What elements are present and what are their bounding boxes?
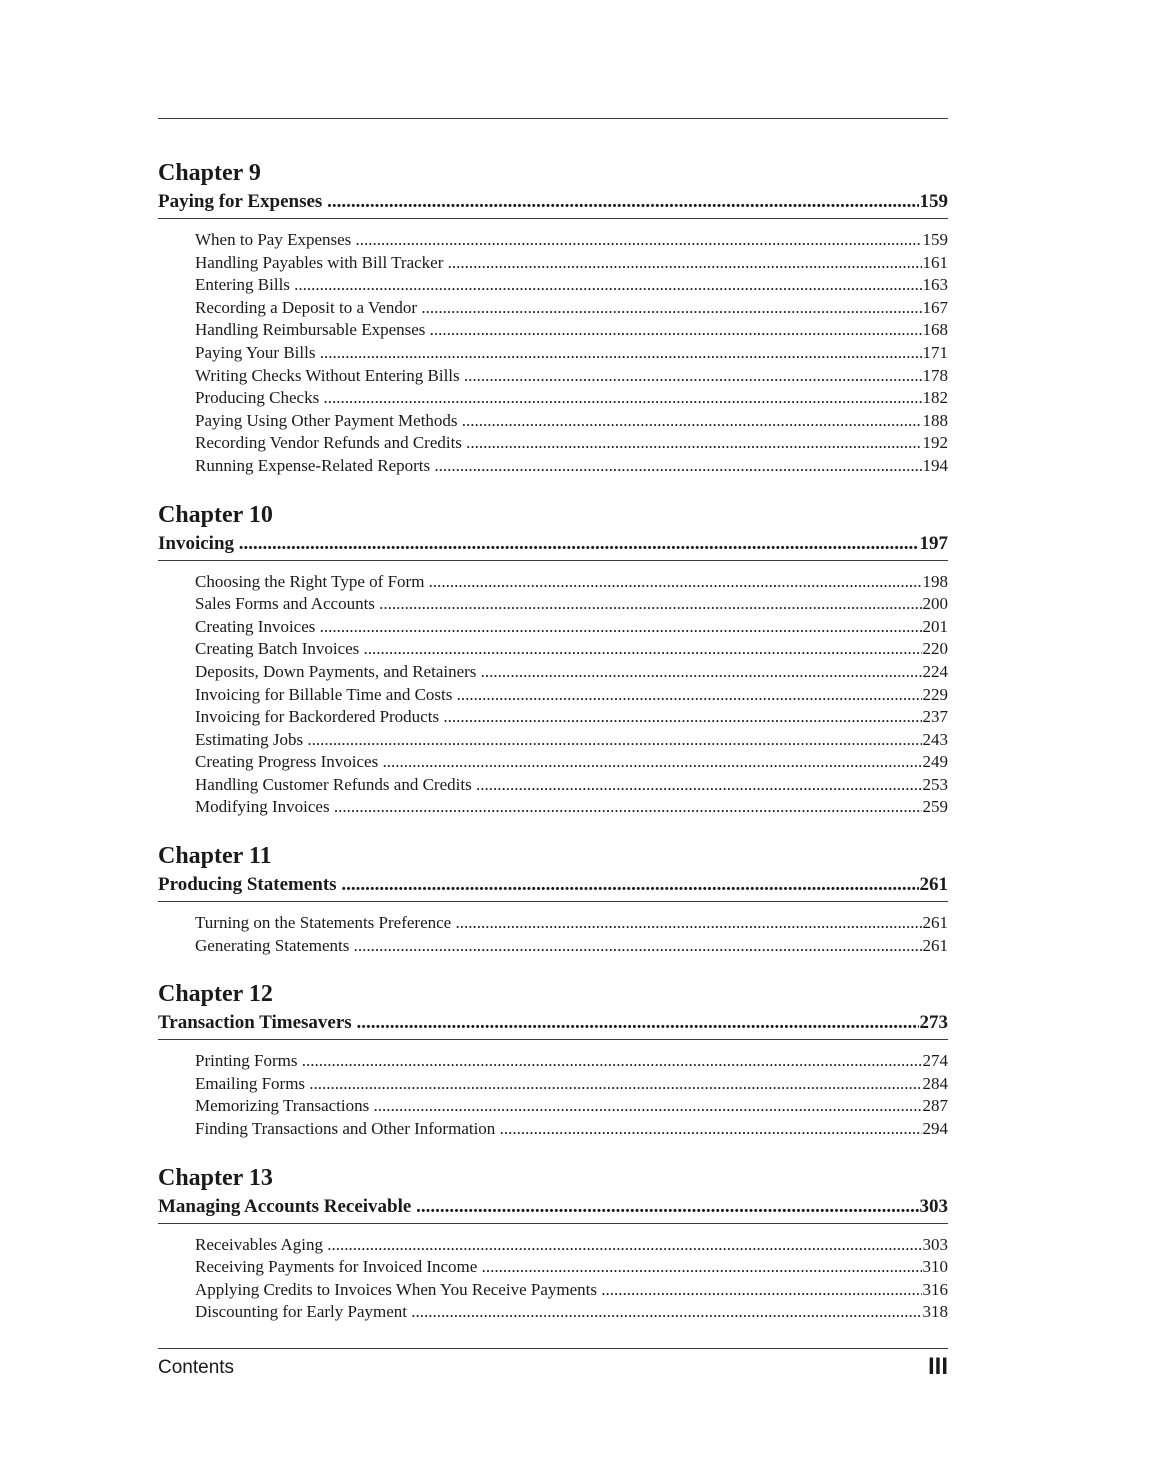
- section-page-number: 171: [922, 342, 948, 362]
- section-entry[interactable]: [195, 297, 948, 320]
- chapter-block: [158, 979, 948, 1140]
- section-entry[interactable]: [195, 1256, 948, 1279]
- section-page-number: 167: [922, 297, 948, 317]
- section-label: Handling Reimbursable Expenses .....: [195, 319, 922, 342]
- section-label: Finding Transactions and Other Information .....: [195, 1118, 922, 1141]
- section-label: Paying Using Other Payment Methods .....: [195, 410, 922, 433]
- section-page-number: 198: [922, 571, 948, 591]
- section-page-number: 159: [922, 230, 948, 249]
- footer-label: Contents: [158, 1357, 235, 1378]
- section-page-number: 220: [922, 639, 948, 659]
- chapter-page-number: 197: [919, 532, 948, 554]
- section-label: Applying Credits to Invoices When You Receive Payments .....: [195, 1279, 922, 1302]
- section-entry[interactable]: [195, 1095, 948, 1118]
- section-label: When to Pay Expenses .....: [195, 229, 922, 252]
- section-page-number: 194: [922, 455, 948, 475]
- section-entry[interactable]: [195, 432, 948, 455]
- section-entry[interactable]: [195, 796, 948, 819]
- section-page-number: 168: [922, 320, 948, 340]
- section-list: [195, 571, 948, 820]
- section-label: Choosing the Right Type of Form .....: [195, 571, 922, 594]
- section-page-number: 261: [922, 935, 948, 955]
- section-page-number: 192: [922, 433, 948, 453]
- section-entry[interactable]: [195, 616, 948, 639]
- chapter-heading: Chapter 12: [158, 981, 273, 1008]
- section-entry[interactable]: [195, 252, 948, 275]
- section-entry[interactable]: [195, 342, 948, 365]
- section-entry[interactable]: [195, 365, 948, 388]
- section-entry[interactable]: [195, 1279, 948, 1302]
- section-entry[interactable]: [195, 684, 948, 707]
- section-label: Emailing Forms .....: [195, 1073, 922, 1096]
- section-label: Receivables Aging .....: [195, 1234, 922, 1257]
- section-page-number: 310: [922, 1257, 948, 1277]
- section-label: Handling Payables with Bill Tracker .....: [195, 252, 922, 275]
- section-list: [195, 1050, 948, 1140]
- section-page-number: 224: [922, 661, 948, 681]
- chapter-title-entry[interactable]: [158, 1193, 948, 1224]
- section-page-number: 303: [922, 1234, 948, 1254]
- section-page-number: 274: [922, 1051, 948, 1071]
- section-label: Invoicing for Backordered Products .....: [195, 706, 922, 729]
- chapter-title: Paying for Expenses .....: [158, 188, 919, 216]
- chapter-block: [158, 1163, 948, 1324]
- section-label: Recording Vendor Refunds and Credits .....: [195, 432, 922, 455]
- section-entry[interactable]: [195, 1118, 948, 1141]
- section-entry[interactable]: [195, 1073, 948, 1096]
- section-page-number: 249: [922, 752, 948, 772]
- section-label: Entering Bills .....: [195, 274, 922, 297]
- table-of-contents: [158, 158, 948, 1346]
- footer-page-number: III: [927, 1353, 948, 1380]
- top-rule: [158, 118, 948, 119]
- chapter-title: Transaction Timesavers .....: [158, 1009, 919, 1037]
- chapter-block: [158, 841, 948, 957]
- chapter-page-number: 261: [919, 874, 948, 896]
- section-entry[interactable]: [195, 387, 948, 410]
- footer-rule: [158, 1348, 948, 1349]
- section-label: Deposits, Down Payments, and Retainers .....: [195, 661, 922, 684]
- section-entry[interactable]: [195, 661, 948, 684]
- section-entry[interactable]: [195, 706, 948, 729]
- section-page-number: 188: [922, 410, 948, 430]
- section-entry[interactable]: [195, 912, 948, 935]
- chapter-page-number: 303: [919, 1195, 948, 1217]
- section-entry[interactable]: [195, 1234, 948, 1257]
- section-label: Producing Checks .....: [195, 387, 922, 410]
- section-page-number: 237: [922, 707, 948, 727]
- chapter-block: [158, 158, 948, 478]
- section-entry[interactable]: [195, 410, 948, 433]
- section-label: Memorizing Transactions .....: [195, 1095, 922, 1118]
- chapter-title-entry[interactable]: [158, 871, 948, 902]
- section-page-number: 259: [922, 797, 948, 817]
- chapter-heading: Chapter 10: [158, 501, 273, 528]
- section-entry[interactable]: [195, 1301, 948, 1324]
- section-label: Modifying Invoices .....: [195, 796, 922, 819]
- section-page-number: 182: [922, 388, 948, 408]
- chapter-page-number: 159: [919, 191, 948, 212]
- section-page-number: 161: [922, 252, 948, 272]
- section-entry[interactable]: [195, 935, 948, 958]
- section-entry[interactable]: [195, 1050, 948, 1073]
- chapter-title-entry[interactable]: [158, 1009, 948, 1040]
- section-page-number: 318: [922, 1302, 948, 1322]
- section-label: Creating Progress Invoices .....: [195, 751, 922, 774]
- section-page-number: 261: [922, 913, 948, 933]
- section-label: Running Expense-Related Reports .....: [195, 455, 922, 478]
- section-label: Printing Forms .....: [195, 1050, 922, 1073]
- section-page-number: 284: [922, 1073, 948, 1093]
- section-label: Receiving Payments for Invoiced Income .....: [195, 1256, 922, 1279]
- chapter-title-entry[interactable]: [158, 530, 948, 561]
- section-page-number: 201: [922, 616, 948, 636]
- section-label: Estimating Jobs .....: [195, 729, 922, 752]
- section-entry[interactable]: [195, 274, 948, 297]
- section-list: [195, 229, 948, 478]
- section-entry[interactable]: [195, 455, 948, 478]
- section-label: Discounting for Early Payment .....: [195, 1301, 922, 1324]
- section-page-number: 163: [922, 275, 948, 295]
- section-page-number: 253: [922, 774, 948, 794]
- section-label: Turning on the Statements Preference .....: [195, 912, 922, 935]
- chapter-title: Invoicing .....: [158, 530, 919, 558]
- section-entry[interactable]: [195, 638, 948, 661]
- section-label: Sales Forms and Accounts .....: [195, 593, 922, 616]
- section-label: Recording a Deposit to a Vendor .....: [195, 297, 922, 320]
- section-label: Handling Customer Refunds and Credits .....: [195, 774, 922, 797]
- section-label: Paying Your Bills .....: [195, 342, 922, 365]
- section-entry[interactable]: [195, 571, 948, 594]
- section-page-number: 287: [922, 1096, 948, 1116]
- section-page-number: 294: [922, 1119, 948, 1139]
- chapter-heading: Chapter 9: [158, 160, 261, 186]
- section-entry[interactable]: [195, 729, 948, 752]
- section-list: [195, 912, 948, 957]
- section-label: Creating Invoices .....: [195, 616, 922, 639]
- section-entry[interactable]: [195, 229, 948, 252]
- chapter-heading: Chapter 11: [158, 843, 272, 870]
- section-entry[interactable]: [195, 319, 948, 342]
- chapter-title-entry[interactable]: [158, 188, 948, 219]
- section-page-number: 316: [922, 1279, 948, 1299]
- section-entry[interactable]: [195, 774, 948, 797]
- section-page-number: 229: [922, 684, 948, 704]
- chapter-title: Producing Statements .....: [158, 871, 919, 899]
- section-label: Generating Statements .....: [195, 935, 922, 958]
- chapter-heading: Chapter 13: [158, 1164, 273, 1191]
- section-label: Invoicing for Billable Time and Costs .....: [195, 684, 922, 707]
- section-entry[interactable]: [195, 751, 948, 774]
- section-label: Creating Batch Invoices .....: [195, 638, 922, 661]
- chapter-block: [158, 500, 948, 820]
- section-page-number: 200: [922, 594, 948, 614]
- section-page-number: 178: [922, 365, 948, 385]
- section-entry[interactable]: [195, 593, 948, 616]
- chapter-page-number: 273: [919, 1012, 948, 1034]
- section-label: Writing Checks Without Entering Bills .....: [195, 365, 922, 388]
- section-list: [195, 1234, 948, 1324]
- section-page-number: 243: [922, 729, 948, 749]
- chapter-title: Managing Accounts Receivable .....: [158, 1193, 919, 1221]
